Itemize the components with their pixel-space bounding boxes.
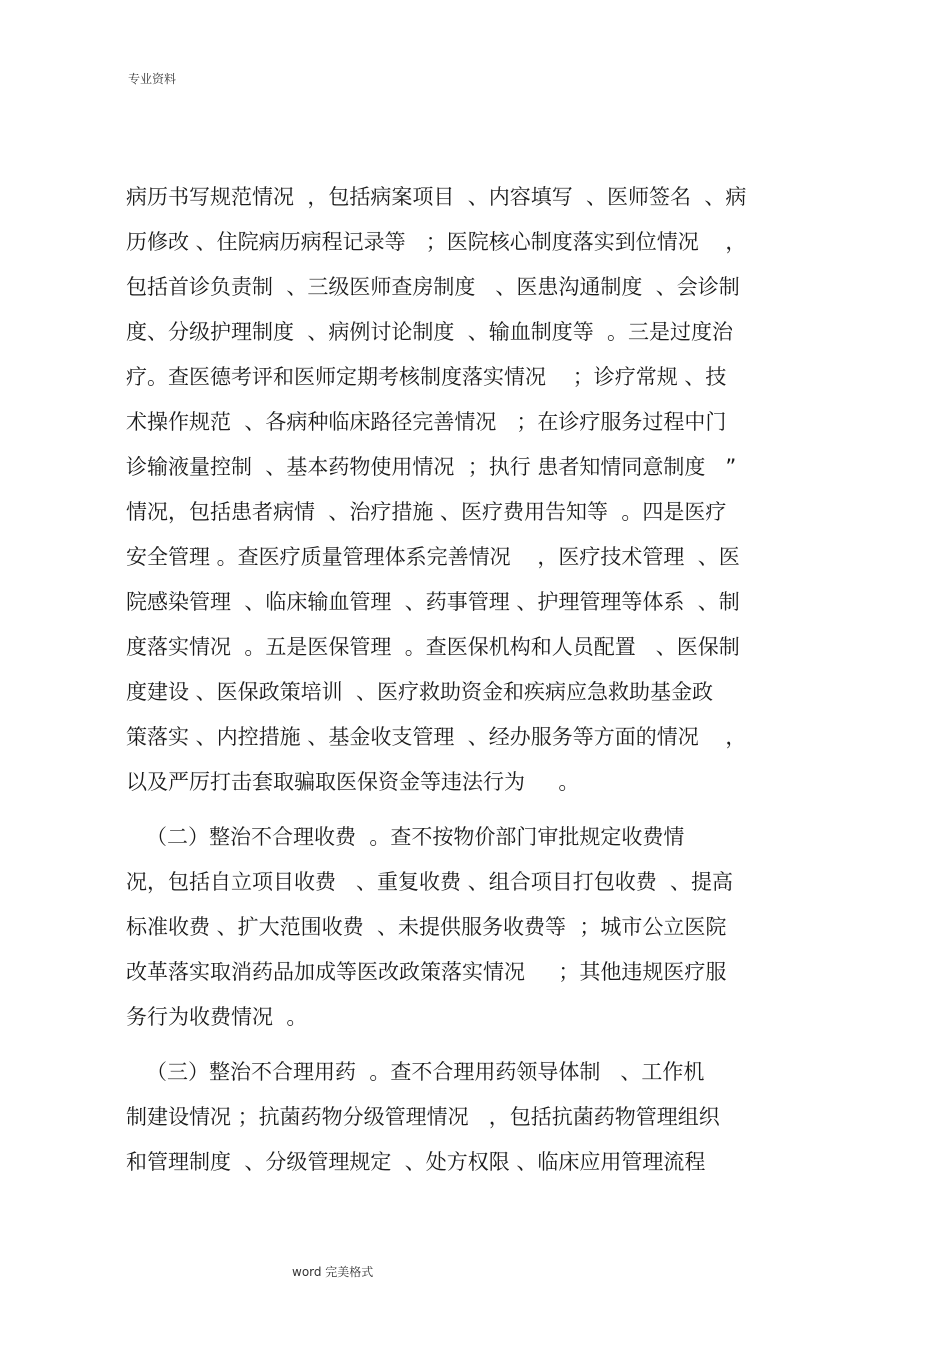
document-body xyxy=(126,180,836,1190)
text-line: 度建设 、医保政策培训 、医疗救助资金和疾病应急救助基金政 xyxy=(126,680,714,704)
text-line: 包括首诊负责制 、三级医师查房制度 、医患沟通制度 、会诊制 xyxy=(126,275,740,299)
text-line: 策落实 、内控措施 、基金收支管理 、经办服务等方面的情况 ， xyxy=(126,725,747,749)
page-header: 专业资料 xyxy=(128,72,177,86)
text-line: 度落实情况 。五是医保管理 。查医保机构和人员配置 、医保制 xyxy=(126,635,740,659)
text-line: 安全管理 。查医疗质量管理体系完善情况 ，医疗技术管理 、医 xyxy=(126,545,740,569)
text-line: 院感染管理 、临床输血管理 、药事管理 、护理管理等体系 、制 xyxy=(126,590,740,614)
text-line: 疗。查医德考评和医师定期考核制度落实情况 ；诊疗常规 、技 xyxy=(126,365,727,389)
paragraph-2-line: 况，包括自立项目收费 、重复收费 、组合项目打包收费 、提高 xyxy=(126,870,734,894)
paragraph-2-line: 务行为收费情况 。 xyxy=(126,1005,308,1029)
text-line: 历修改 、住院病历病程记录等 ；医院核心制度落实到位情况 ， xyxy=(126,230,747,254)
text-line: 病历书写规范情况 ，包括病案项目 、内容填写 、医师签名 、病 xyxy=(126,185,747,209)
paragraph-2-line: 改革落实取消药品加成等医改政策落实情况 ；其他违规医疗服 xyxy=(126,960,727,984)
page-footer: word 完美格式 xyxy=(292,1265,374,1279)
text-line: 术操作规范 、各病种临床路径完善情况 ；在诊疗服务过程中门 xyxy=(126,410,727,434)
text-line: 情况，包括患者病情 、治疗措施 、医疗费用告知等 。四是医疗 xyxy=(126,500,727,524)
paragraph-3-line: （三）整治不合理用药 。查不合理用药领导体制 、工作机 xyxy=(126,1060,705,1084)
text-line: 度、分级护理制度 、病例讨论制度 、输血制度等 。三是过度治 xyxy=(126,320,734,344)
text-line: 以及严厉打击套取骗取医保资金等违法行为 。 xyxy=(126,770,580,794)
paragraph-2-line: （二）整治不合理收费 。查不按物价部门审批规定收费情 xyxy=(126,825,685,849)
paragraph-2-line: 标准收费 、扩大范围收费 、未提供服务收费等 ；城市公立医院 xyxy=(126,915,727,939)
text-line: 诊输液量控制 、基本药物使用情况 ；执行 患者知情同意制度 ” xyxy=(126,455,737,479)
paragraph-3-line: 和管理制度 、分级管理规定 、处方权限 、临床应用管理流程 xyxy=(126,1150,706,1174)
paragraph-3-line: 制建设情况 ；抗菌药物分级管理情况 ，包括抗菌药物管理组织 xyxy=(126,1105,720,1129)
